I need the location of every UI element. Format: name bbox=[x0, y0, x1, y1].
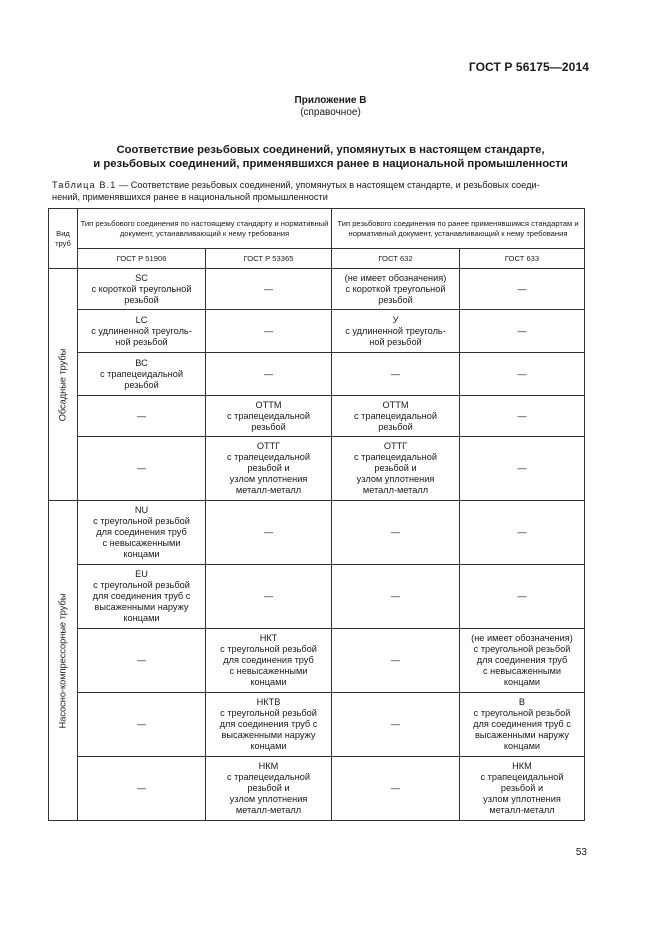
table-cell bbox=[78, 310, 206, 353]
cell-designation: — bbox=[517, 463, 527, 473]
cell-description-line: с трапецеидальной bbox=[354, 410, 437, 421]
table-row bbox=[49, 629, 585, 693]
cell-designation: — bbox=[263, 591, 274, 601]
cell-designation: (не имеет обозначения) bbox=[471, 633, 573, 643]
table-cell bbox=[206, 693, 332, 757]
table-cell bbox=[460, 353, 585, 396]
cell-designation: — bbox=[390, 368, 401, 379]
cell-description-line: с трапецеидальной bbox=[354, 452, 437, 462]
table-cell bbox=[332, 310, 460, 353]
table-caption bbox=[52, 179, 608, 203]
page-number: 53 bbox=[575, 847, 587, 858]
table-cell bbox=[332, 396, 460, 437]
table-cell bbox=[332, 693, 460, 757]
cell-description-line: с трапецеидальной bbox=[227, 772, 310, 782]
cell-description-line: для соединения труб bbox=[476, 655, 568, 665]
cell-description-line: для соединения труб с bbox=[92, 591, 191, 601]
cell-description-line: узлом уплотнения bbox=[356, 474, 435, 484]
table-cell bbox=[332, 353, 460, 396]
header-group-current: Тип резьбового соединения по настоящему стандарту и нормативный документ, устанавливающий к нему требования bbox=[78, 209, 332, 249]
document-title-line2: и резьбовых соединений, применявшихся ранее в национальной промышленности bbox=[93, 158, 568, 170]
cell-description-line: с невысаженными bbox=[102, 538, 181, 548]
table-cell bbox=[78, 353, 206, 396]
cell-designation: У bbox=[392, 314, 399, 325]
table-cell bbox=[332, 629, 460, 693]
cell-description-line: узлом уплотнения bbox=[483, 794, 561, 804]
cell-description-line: резьбой и bbox=[247, 463, 290, 473]
table-body bbox=[49, 269, 585, 821]
cell-designation: — bbox=[263, 527, 274, 537]
cell-description-line: с трапецеидальной bbox=[100, 368, 183, 379]
table-cell bbox=[206, 629, 332, 693]
cell-description-line: с треугольной резьбой bbox=[473, 644, 571, 654]
table-cell bbox=[206, 353, 332, 396]
header-std-gost-633: ГОСТ 633 bbox=[460, 249, 585, 269]
cell-designation: — bbox=[390, 783, 401, 793]
cell-description-line: высаженными наружу bbox=[221, 730, 316, 740]
cell-designation: НКМ bbox=[512, 761, 532, 771]
header-group-previous: Тип резьбового соединения по ранее применявшимся стандартам и нормативный документ, устанавливающий к нему требования bbox=[332, 209, 585, 249]
table-cell bbox=[460, 629, 585, 693]
table-cell bbox=[460, 757, 585, 821]
cell-designation: — bbox=[136, 463, 147, 473]
cell-description-line: с короткой треугольной bbox=[91, 283, 192, 294]
table-cell bbox=[332, 437, 460, 501]
appendix-heading bbox=[0, 95, 661, 119]
correspondence-table bbox=[48, 208, 585, 821]
cell-description-line: резьбой bbox=[378, 421, 413, 432]
cell-designation: НКТВ bbox=[256, 697, 281, 707]
cell-designation: — bbox=[517, 283, 527, 294]
cell-description-line: с невысаженными bbox=[229, 666, 308, 676]
table-cell bbox=[332, 757, 460, 821]
cell-designation: ВС bbox=[135, 357, 148, 368]
cell-designation: — bbox=[517, 527, 527, 537]
header-std-gost-r-53365: ГОСТ Р 53365 bbox=[206, 249, 332, 269]
cell-description-line: для соединения труб bbox=[96, 527, 187, 537]
cell-description-line: концами bbox=[250, 741, 287, 751]
cell-designation: NU bbox=[134, 505, 149, 515]
cell-description-line: с удлиненной треуголь- bbox=[345, 325, 446, 336]
cell-description-line: металл-металл bbox=[489, 805, 555, 815]
group-label-text: Насосно-компрессорные трубы bbox=[57, 593, 68, 728]
cell-designation: SC bbox=[135, 272, 148, 283]
document-title bbox=[60, 143, 601, 171]
header-pipe-kind: Вид труб bbox=[49, 209, 78, 269]
cell-description-line: резьбой bbox=[251, 421, 286, 432]
cell-description-line: концами bbox=[123, 613, 160, 623]
cell-designation: — bbox=[390, 591, 401, 601]
cell-description-line: металл-металл bbox=[235, 805, 302, 815]
table-cell bbox=[78, 269, 206, 310]
cell-designation: — bbox=[390, 527, 401, 537]
cell-description-line: с треугольной резьбой bbox=[93, 580, 190, 590]
cell-designation: ОТТГ bbox=[383, 441, 408, 451]
cell-designation: — bbox=[517, 591, 527, 601]
table-cell bbox=[332, 269, 460, 310]
table-caption-text-continued: нений, применявшихся ранее в национальной промышленности bbox=[52, 192, 328, 202]
cell-description-line: концами bbox=[503, 741, 541, 751]
cell-description-line: резьбой bbox=[378, 294, 413, 305]
cell-description-line: ной резьбой bbox=[369, 336, 422, 347]
cell-designation: — bbox=[390, 655, 401, 665]
cell-description-line: резьбой и bbox=[500, 783, 544, 793]
cell-designation: — bbox=[136, 655, 147, 665]
table-caption-text: — Соответствие резьбовых соединений, упомянутых в настоящем стандарте, и резьбовых соеди- bbox=[116, 180, 540, 190]
table-cell bbox=[206, 396, 332, 437]
table-cell bbox=[460, 565, 585, 629]
table-row bbox=[49, 565, 585, 629]
cell-designation: — bbox=[263, 283, 274, 294]
table-row bbox=[49, 396, 585, 437]
cell-description-line: металл-металл bbox=[235, 485, 302, 495]
cell-designation: ОТТГ bbox=[256, 441, 281, 451]
cell-description-line: концами bbox=[250, 677, 287, 687]
cell-description-line: с короткой треугольной bbox=[345, 283, 446, 294]
cell-description-line: с трапецеидальной bbox=[480, 772, 564, 782]
table-cell bbox=[332, 565, 460, 629]
group-label-casing bbox=[49, 269, 78, 501]
table-cell bbox=[206, 437, 332, 501]
cell-description-line: металл-металл bbox=[362, 485, 429, 495]
table-row bbox=[49, 353, 585, 396]
table-row bbox=[49, 693, 585, 757]
cell-designation: EU bbox=[135, 569, 148, 579]
table-cell bbox=[206, 757, 332, 821]
table-row bbox=[49, 269, 585, 310]
table-cell bbox=[206, 269, 332, 310]
cell-designation: — bbox=[263, 368, 274, 379]
table-cell bbox=[78, 629, 206, 693]
cell-designation: — bbox=[263, 325, 274, 336]
table-cell bbox=[460, 396, 585, 437]
cell-description-line: с трапецеидальной bbox=[227, 452, 310, 462]
cell-designation: — bbox=[136, 783, 147, 793]
table-row bbox=[49, 310, 585, 353]
cell-designation: ОТТМ bbox=[382, 399, 409, 410]
cell-description-line: для соединения труб с bbox=[473, 719, 571, 729]
table-row bbox=[49, 437, 585, 501]
cell-designation: LC bbox=[135, 314, 148, 325]
header-std-gost-r-51906: ГОСТ Р 51906 bbox=[78, 249, 206, 269]
table-row bbox=[49, 501, 585, 565]
cell-description-line: узлом уплотнения bbox=[229, 794, 308, 804]
cell-description-line: для соединения труб с bbox=[219, 719, 318, 729]
cell-description-line: высаженными наружу bbox=[94, 602, 189, 612]
table-cell bbox=[332, 501, 460, 565]
cell-description-line: с треугольной резьбой bbox=[93, 516, 190, 526]
cell-designation: — bbox=[390, 719, 401, 729]
header-std-gost-632: ГОСТ 632 bbox=[332, 249, 460, 269]
cell-designation: — bbox=[136, 410, 147, 421]
table-cell bbox=[78, 693, 206, 757]
cell-description-line: с треугольной резьбой bbox=[220, 708, 317, 718]
group-label-tubing bbox=[49, 501, 78, 821]
cell-description-line: с удлиненной треуголь- bbox=[91, 325, 192, 336]
table-cell bbox=[460, 693, 585, 757]
table-caption-label: Таблица В.1 bbox=[52, 180, 117, 190]
cell-description-line: с трапецеидальной bbox=[227, 410, 310, 421]
cell-designation: — bbox=[517, 410, 527, 421]
table-cell bbox=[460, 437, 585, 501]
table-cell bbox=[78, 437, 206, 501]
cell-designation: — bbox=[517, 368, 527, 379]
cell-description-line: резьбой и bbox=[374, 463, 417, 473]
cell-description-line: резьбой и bbox=[247, 783, 290, 793]
cell-description-line: ной резьбой bbox=[115, 336, 168, 347]
cell-designation: — bbox=[517, 325, 527, 336]
appendix-title: Приложение В bbox=[294, 95, 367, 106]
cell-description-line: резьбой bbox=[124, 294, 159, 305]
group-label-text: Обсадные трубы bbox=[57, 348, 68, 421]
cell-description-line: для соединения труб bbox=[223, 655, 314, 665]
cell-designation: НКТ bbox=[259, 633, 278, 643]
appendix-subtitle: (справочное) bbox=[300, 107, 361, 118]
table-cell bbox=[460, 501, 585, 565]
table-cell bbox=[460, 269, 585, 310]
cell-designation: — bbox=[136, 719, 147, 729]
cell-description-line: концами bbox=[123, 549, 160, 559]
table-cell bbox=[460, 310, 585, 353]
cell-designation: НКМ bbox=[258, 761, 279, 771]
cell-description-line: высаженными наружу bbox=[475, 730, 569, 740]
table-row bbox=[49, 757, 585, 821]
cell-designation: (не имеет обозначения) bbox=[344, 272, 447, 283]
table-cell bbox=[206, 501, 332, 565]
table-cell bbox=[78, 396, 206, 437]
cell-description-line: с треугольной резьбой bbox=[220, 644, 317, 654]
cell-description-line: резьбой bbox=[124, 379, 159, 390]
standard-header: ГОСТ Р 56175—2014 bbox=[468, 60, 589, 74]
table-cell bbox=[206, 565, 332, 629]
cell-designation: В bbox=[518, 697, 526, 707]
table-cell bbox=[78, 501, 206, 565]
table-cell bbox=[78, 757, 206, 821]
document-title-line1: Соответствие резьбовых соединений, упомянутых в настоящем стандарте, bbox=[116, 144, 545, 156]
cell-description-line: с невысаженными bbox=[483, 666, 561, 676]
cell-description-line: узлом уплотнения bbox=[229, 474, 308, 484]
table-cell bbox=[78, 565, 206, 629]
table-cell bbox=[206, 310, 332, 353]
cell-designation: ОТТМ bbox=[255, 399, 282, 410]
cell-description-line: с треугольной резьбой bbox=[473, 708, 571, 718]
cell-description-line: концами bbox=[503, 677, 541, 687]
